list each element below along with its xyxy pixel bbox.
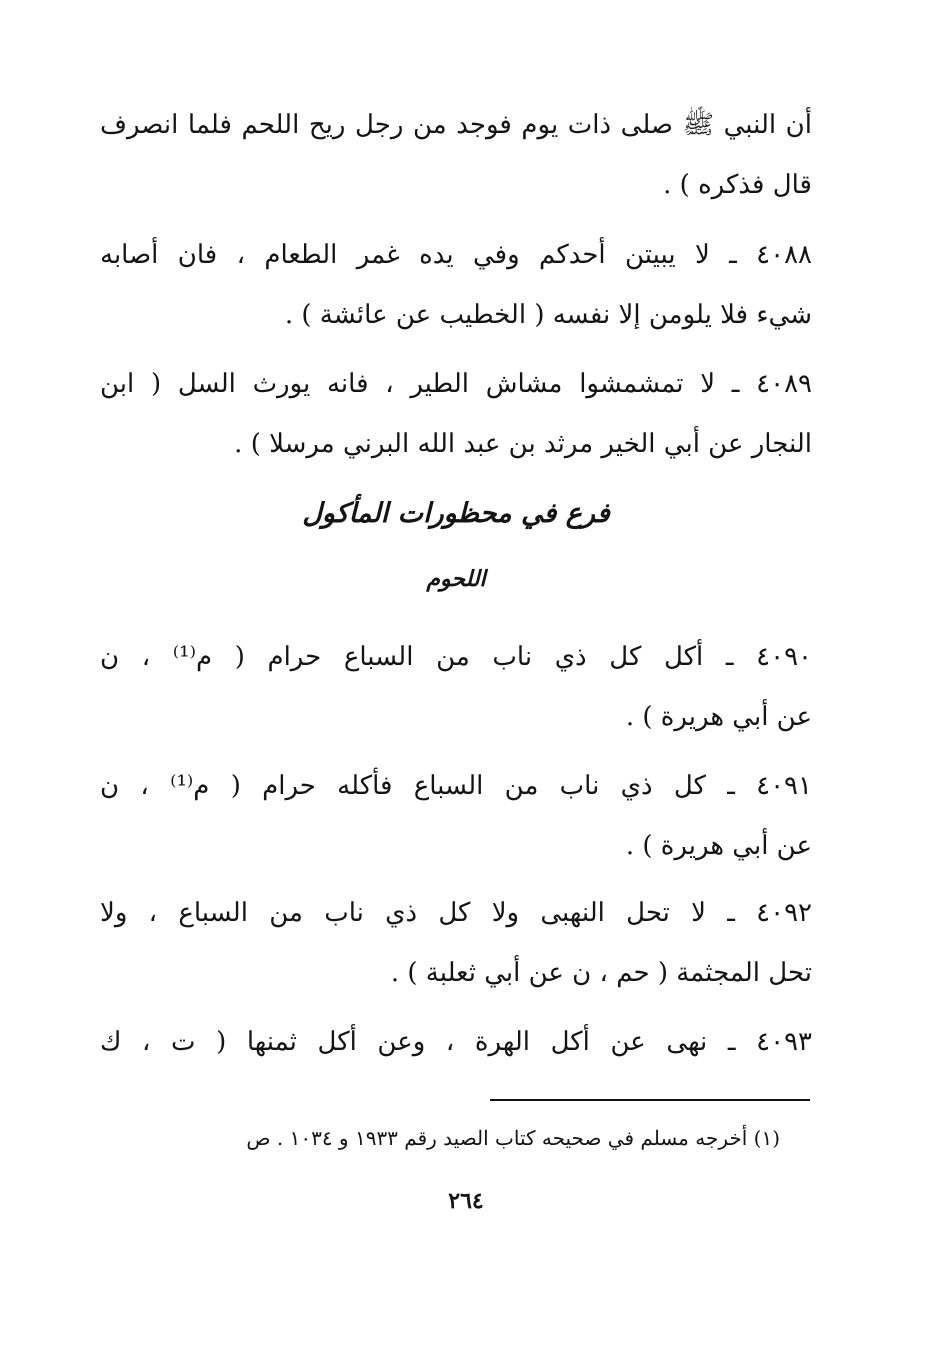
text-line: النجار عن أبي الخير مرثد بن عبد الله البرني مرسلا ) .: [234, 429, 812, 459]
page-number: ٢٦٤: [448, 1188, 484, 1214]
text-line: ٤٠٩٠ ـ أكل كل ذي ناب من السباع حرام ( م⁽¹⁾ ، ن: [100, 642, 812, 672]
text-line: تحل المجثمة ( حم ، ن عن أبي ثعلبة ) .: [390, 958, 812, 988]
hadith-4092: [100, 883, 812, 1003]
footnote-divider: [490, 1099, 810, 1101]
paragraph-continuation: [100, 95, 812, 215]
text-line: ٤٠٨٨ ـ لا يبيتن أحدكم وفي يده غمر الطعام ، فان أصابه: [100, 240, 812, 270]
footnote: (١) أخرجه مسلم في صحيحه كتاب الصيد رقم ١٩٣٣ و ١٠٣٤ . ص: [246, 1126, 780, 1150]
text-line: ٤٠٨٩ ـ لا تمشمشوا مشاش الطير ، فانه يورث السل ( ابن: [100, 369, 812, 399]
section-subheading: اللحوم: [426, 566, 486, 592]
text-line: عن أبي هريرة ) .: [625, 702, 812, 732]
hadith-4091: [100, 756, 812, 876]
hadith-4089: [100, 354, 812, 474]
text-line: قال فذكره ) .: [663, 170, 812, 200]
text-line: ٤٠٩٢ ـ لا تحل النهبى ولا كل ذي ناب من السباع ، ولا: [100, 898, 812, 928]
text-line: أن النبي ﷺ صلى ذات يوم فوجد من رجل ريح اللحم فلما انصرف: [100, 110, 812, 140]
hadith-4093: [100, 1012, 812, 1072]
text-line: عن أبي هريرة ) .: [625, 831, 812, 861]
hadith-4088: [100, 225, 812, 345]
text-line: ٤٠٩٣ ـ نهى عن أكل الهرة ، وعن أكل ثمنها ( ت ، ك: [100, 1027, 812, 1057]
text-line: ٤٠٩١ ـ كل ذي ناب من السباع فأكله حرام ( م⁽¹⁾ ، ن: [100, 771, 812, 801]
hadith-4090: [100, 627, 812, 747]
section-heading: فرع في محظورات المأكول: [302, 498, 610, 529]
text-line: شيء فلا يلومن إلا نفسه ( الخطيب عن عائشة ) .: [284, 300, 812, 330]
